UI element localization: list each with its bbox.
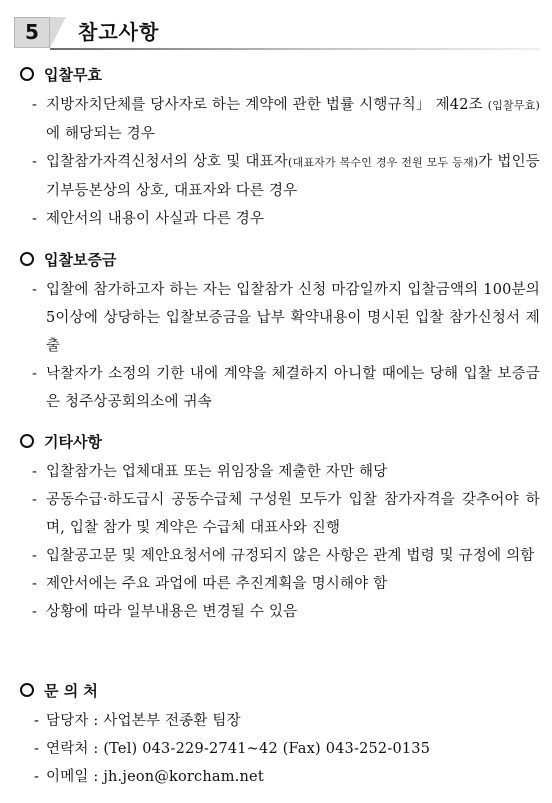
section-bid-invalid: [20, 64, 540, 233]
dash-bullet-icon: -: [34, 741, 40, 757]
section-header: [14, 15, 540, 51]
subsection-title: 입찰무효: [44, 66, 102, 84]
item-text: 낙찰자가 소정의 기한 내에 계약을 체결하지 아니할 때에는 당해 입찰 보증금은 청주상공회의소에 귀속: [46, 366, 540, 410]
subsection-title: 기타사항: [44, 433, 102, 451]
section-contact: [20, 680, 540, 791]
subsection-heading: [20, 680, 540, 702]
item-text[interactable]: 이메일 : jh.jeon@korcham.net: [46, 769, 264, 785]
subsection-heading: [20, 249, 540, 271]
list-item: [20, 276, 540, 360]
contact-phone: [20, 735, 540, 763]
subsection-title: 문 의 처: [44, 682, 98, 700]
section-title: 참고사항: [78, 20, 160, 44]
item-text-cont: 에 해당되는 경우: [46, 126, 156, 142]
item-note: (입찰무효): [487, 99, 540, 112]
list-item: [20, 205, 540, 233]
dash-bullet-icon: -: [34, 713, 40, 729]
item-note: (대표자가 복수인 경우 전원 모두 등재): [288, 156, 479, 169]
subsection-heading: [20, 431, 540, 453]
list-item: [20, 148, 540, 205]
list-item: [20, 570, 540, 598]
item-text-cont: 가 법인등기부등본상의 상호, 대표자와 다른 경우: [46, 154, 541, 199]
dash-bullet-icon: -: [32, 604, 38, 620]
dash-bullet-icon: -: [32, 366, 38, 382]
dash-bullet-icon: -: [34, 769, 40, 785]
section-number: 5: [14, 17, 50, 48]
item-text: 상황에 따라 일부내용은 변경될 수 있음: [46, 604, 298, 620]
subsection-title: 입찰보증금: [44, 251, 117, 269]
item-text: 입찰공고문 및 제안요청서에 규정되지 않은 사항은 관계 법령 및 규정에 의함: [46, 548, 535, 564]
dash-bullet-icon: -: [32, 548, 38, 564]
dash-bullet-icon: -: [32, 464, 38, 480]
subsection-heading: [20, 64, 540, 86]
circle-bullet-icon: [20, 252, 34, 266]
dash-bullet-icon: -: [32, 576, 38, 592]
item-text: 입찰에 참가하고자 하는 자는 입찰참가 신청 마감일까지 입찰금액의 100분의 5이상에 상당하는 입찰보증금을 납부 확약내용이 명시된 입찰 참가신청서 제출: [46, 282, 540, 354]
list-item: [20, 486, 540, 542]
section-misc: [20, 431, 540, 626]
list-item: [20, 458, 540, 486]
item-text: 입찰참가자격신청서의 상호 및 대표자: [46, 154, 288, 170]
list-item: [20, 598, 540, 626]
item-text: 담당자 : 사업본부 전종환 팀장: [46, 713, 241, 729]
section-bid-deposit: [20, 249, 540, 416]
header-divider: [50, 48, 540, 50]
dash-bullet-icon: -: [32, 211, 38, 227]
list-item: [20, 542, 540, 570]
item-text: 입찰참가는 업체대표 또는 위임장을 제출한 자만 해당: [46, 464, 388, 480]
item-text: 제안서에는 주요 과업에 따른 추진계획을 명시해야 함: [46, 576, 388, 592]
circle-bullet-icon: [20, 67, 34, 81]
contact-email[interactable]: [20, 763, 540, 791]
list-item: [20, 91, 540, 148]
circle-bullet-icon: [20, 434, 34, 448]
contact-manager: [20, 707, 540, 735]
dash-bullet-icon: -: [32, 154, 38, 170]
list-item: [20, 360, 540, 416]
section-number-arrow: [50, 17, 66, 48]
item-text: 연락처 : (Tel) 043-229-2741~42 (Fax) 043-252-0135: [46, 741, 431, 757]
dash-bullet-icon: -: [32, 282, 38, 298]
item-text: 공동수급·하도급시 공동수급체 구성원 모두가 입찰 참가자격을 갖추어야 하며, 입찰 참가 및 계약은 수급체 대표사와 진행: [46, 492, 540, 536]
dash-bullet-icon: -: [32, 97, 38, 113]
dash-bullet-icon: -: [32, 492, 38, 508]
item-text: 제안서의 내용이 사실과 다른 경우: [46, 211, 265, 227]
circle-bullet-icon: [20, 683, 34, 697]
item-text: 지방자치단체를 당사자로 하는 계약에 관한 법률 시행규칙」 제42조: [46, 97, 488, 113]
